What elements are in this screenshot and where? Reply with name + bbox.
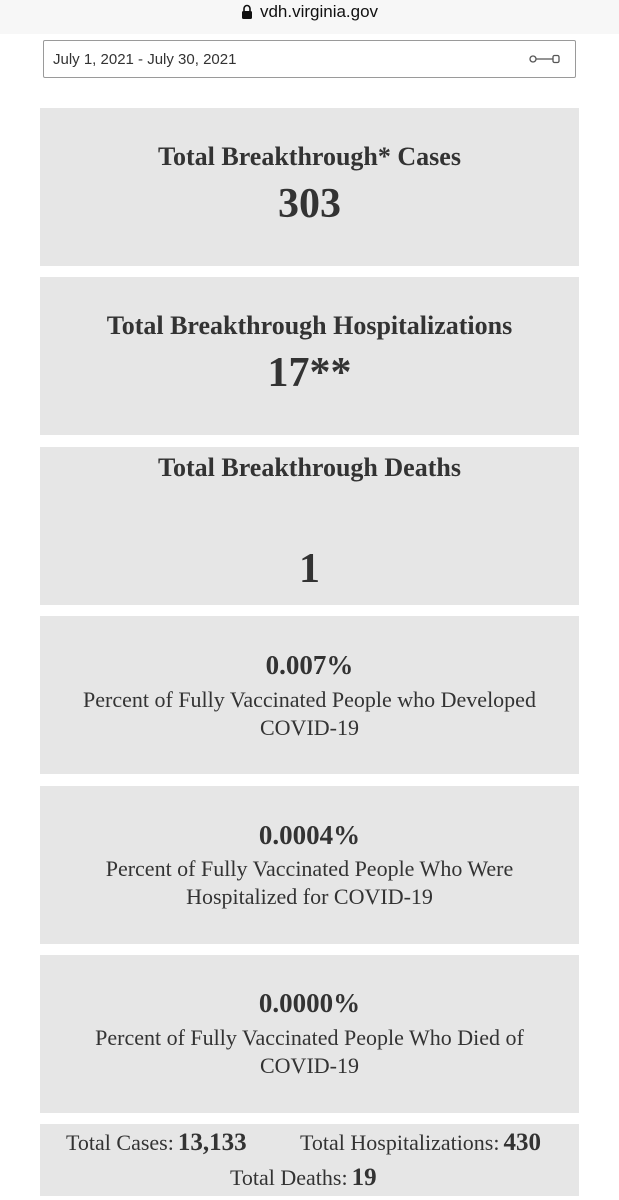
hospitalizations-title: Total Breakthrough Hospitalizations — [106, 311, 513, 340]
total-deaths — [230, 1164, 377, 1192]
deaths-title: Total Breakthrough Deaths — [158, 453, 461, 482]
totals-summary — [40, 1124, 579, 1196]
pct-hospitalized-value: 0.0004% — [258, 820, 361, 850]
breakthrough-deaths-card — [40, 447, 579, 605]
date-range-filter[interactable] — [43, 40, 576, 78]
total-deaths-value: 19 — [351, 1164, 377, 1191]
pct-died-desc-1: Percent of Fully Vaccinated People Who Died of — [95, 1025, 524, 1050]
range-slider-icon[interactable] — [529, 53, 561, 65]
browser-url-bar[interactable] — [0, 0, 619, 34]
cases-value: 303 — [278, 181, 341, 227]
total-hospitalizations-value: 430 — [503, 1129, 541, 1156]
pct-died-desc-2: COVID-19 — [260, 1053, 359, 1078]
total-hospitalizations — [300, 1129, 541, 1157]
browser-url-text: vdh.virginia.gov — [259, 2, 379, 21]
pct-died-card — [40, 955, 579, 1113]
pct-developed-desc-2: COVID-19 — [260, 715, 359, 740]
lock-icon — [241, 4, 253, 20]
pct-hospitalized-card — [40, 786, 579, 944]
pct-hospitalized-desc-1: Percent of Fully Vaccinated People Who Were — [105, 856, 514, 881]
hospitalizations-value: 17** — [267, 350, 352, 396]
cases-title: Total Breakthrough* Cases — [158, 142, 461, 171]
breakthrough-hospitalizations-card — [40, 277, 579, 435]
pct-developed-card — [40, 616, 579, 774]
total-cases-value: 13,133 — [177, 1129, 247, 1156]
pct-died-value: 0.0000% — [258, 988, 361, 1018]
breakthrough-cases-card — [40, 108, 579, 266]
total-cases-label: Total Cases: — [66, 1130, 174, 1155]
date-range-text: July 1, 2021 - July 30, 2021 — [53, 50, 237, 68]
total-deaths-label: Total Deaths: — [230, 1165, 348, 1190]
total-cases — [66, 1129, 247, 1157]
pct-hospitalized-desc-2: Hospitalized for COVID-19 — [186, 884, 433, 909]
pct-developed-value: 0.007% — [265, 650, 354, 680]
total-hospitalizations-label: Total Hospitalizations: — [300, 1130, 500, 1155]
deaths-value: 1 — [299, 546, 320, 592]
pct-developed-desc-1: Percent of Fully Vaccinated People who Developed — [83, 687, 536, 712]
